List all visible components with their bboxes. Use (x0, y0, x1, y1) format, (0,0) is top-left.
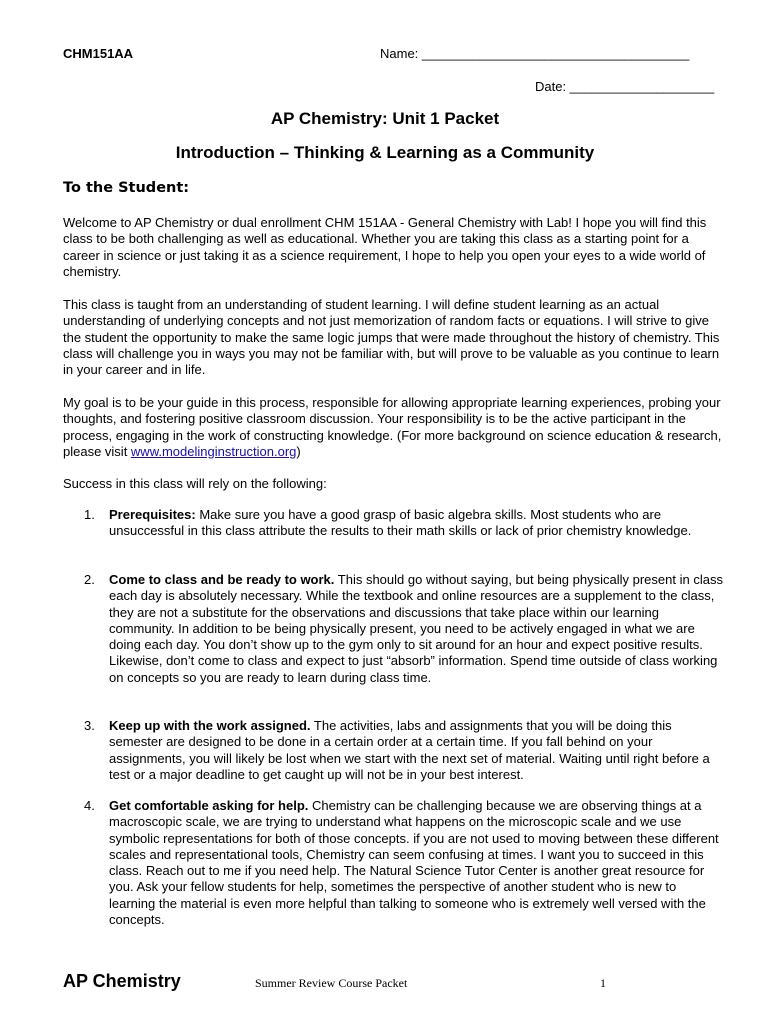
guide-text-end: ) (296, 443, 301, 459)
footer-course-name: AP Chemistry (63, 971, 181, 991)
list-item (84, 718, 724, 783)
list-number: 1. (84, 507, 95, 522)
list-number: 2. (84, 572, 95, 587)
list-item-text: Chemistry can be challenging because we are observing things at a macroscopic scale, we are trying to understand what happens on the microscopic scale and we use symbolic representations for both of those concepts. if you are not used to moving between these different scales and representational tools, Chemistry can seem confusing at times. I want you to succeed in this class. Reach out to me if you need help. The Natural Science Tutor Center is another great resource for you. Ask your fellow students for help, sometimes the perspective of another student who is new to learning the material is even more helpful than talking to someone who is extremely well versed with the concepts. (109, 798, 719, 928)
list-item (84, 572, 724, 686)
list-item-title: Prerequisites: (109, 507, 196, 522)
section-heading: To the Student: (63, 180, 190, 196)
name-field-label: Name: _____________________________________ (380, 46, 690, 61)
paragraph-learning: This class is taught from an understanding of student learning. I will define student learning as an actual understanding of underlying concepts and not just memorization of random facts or equations. I will strive to give the student the opportunity to make the same logic jumps that were made throughout the history of chemistry. This class will challenge you in ways you may not be familiar with, but will prove to be valuable as you continue to learn in your career and in life. (63, 297, 720, 378)
list-item (84, 507, 724, 540)
list-item-text: This should go without saying, but being physically present in class each day is absolutely necessary. While the textbook and online resources are a supplement to the class, they are not a substitute for the observations and discussions that take place within our learning community. In addition to be being physically present, you need to be actively engaged in what we are doing each day. You don’t show up to the gym only to sit around for an hour and expect positive results. Likewise, don’t come to class and expect to just “absorb” information. Spend time outside of class working on concepts so you are ready to learn during class time. (109, 572, 723, 685)
paragraph-guide (63, 395, 723, 460)
list-item-title: Keep up with the work assigned. (109, 718, 311, 733)
paragraph-welcome: Welcome to AP Chemistry or dual enrollment CHM 151AA - General Chemistry with Lab! I hope you will find this class to be both challenging as well as educational. Whether you are taking this class as a starting point for a career in science or just taking it as a science requirement, I hope to help you open your eyes to a wide world of chemistry. (63, 215, 707, 279)
list-item-title: Get comfortable asking for help. (109, 798, 309, 813)
footer-packet-title: Summer Review Course Packet (255, 976, 408, 990)
list-item (84, 798, 724, 928)
guide-text: My goal is to be your guide in this process, responsible for allowing appropriate learning experiences, probing your thoughts, and fostering positive classroom discussion. Your responsibility is to be the active participant in the process, engaging in the work of constructing knowledge. (For more background on science education & research, please visit (63, 395, 722, 459)
list-item-text: Make sure you have a good grasp of basic algebra skills. Most students who are unsuccessful in this class attribute the results to their math skills or lack of prior chemistry knowledge. (109, 507, 692, 539)
page-title: AP Chemistry: Unit 1 Packet (270, 109, 500, 128)
modeling-instruction-link[interactable]: www.modelinginstruction.org (130, 443, 297, 459)
list-item-title: Come to class and be ready to work. (109, 572, 335, 587)
list-number: 4. (84, 798, 95, 813)
course-code: CHM151AA (63, 46, 134, 61)
list-item-text: The activities, labs and assignments that you will be doing this semester are designed to be done in a certain order at a certain time. If you fall behind on your assignments, you will likely be lost when we start with the next set of material. Waiting until right before a test or a major deadline to get caught up will not be in your best interest. (109, 718, 710, 782)
page-subtitle: Introduction – Thinking & Learning as a Community (175, 143, 595, 162)
paragraph-success: Success in this class will rely on the following: (63, 476, 327, 491)
page-number: 1 (600, 976, 606, 990)
date-field-label: Date: ____________________ (535, 79, 715, 94)
list-number: 3. (84, 718, 95, 733)
